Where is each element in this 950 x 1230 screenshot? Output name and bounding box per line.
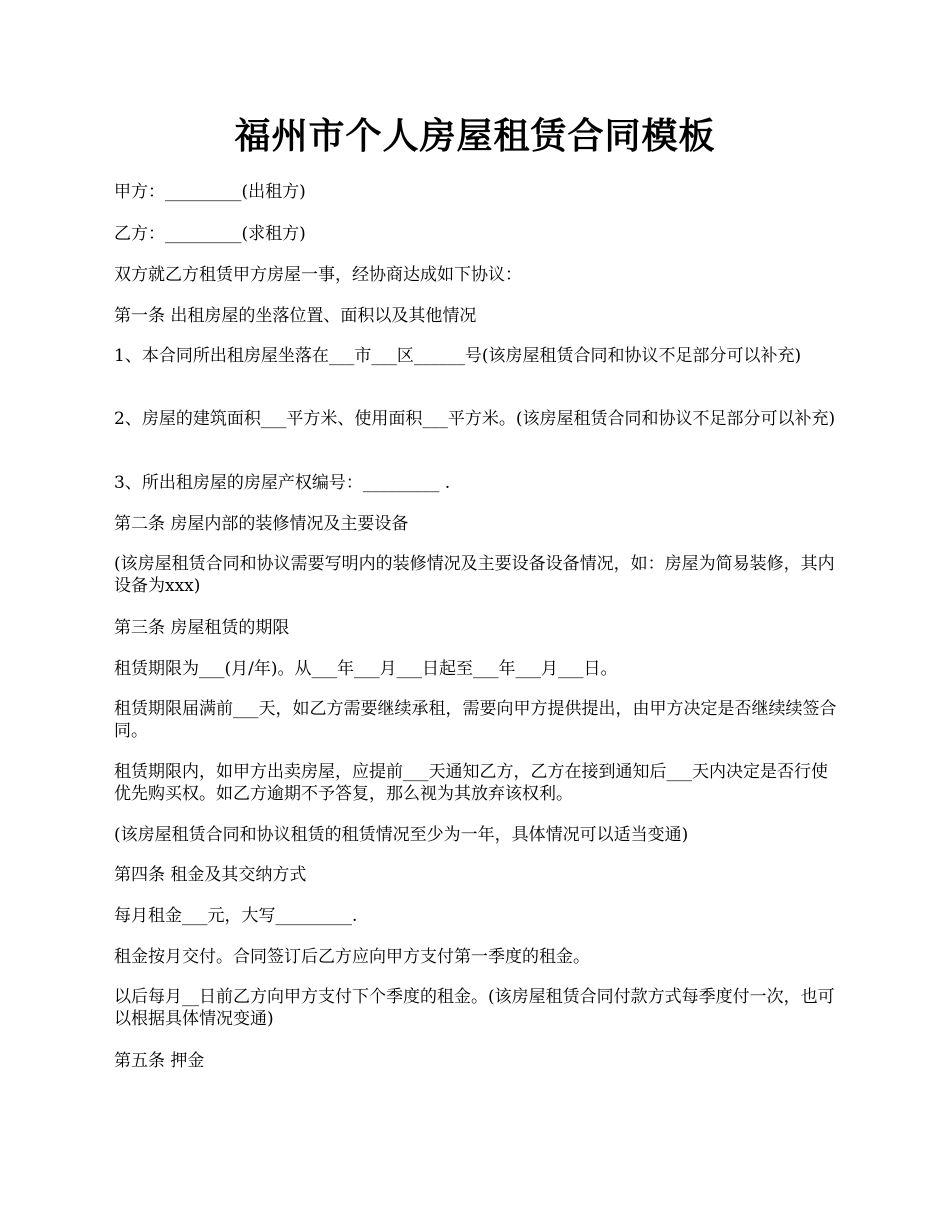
preemptive-right-paragraph: 租赁期限内，如甲方出卖房屋，应提前___天通知乙方，乙方在接到通知后___天内决定是否行使优先购买权。如乙方逾期不予答复，那么视为其放弃该权利。 [114,762,828,804]
subsequent-payment-paragraph: 以后每月__日前乙方向甲方支付下个季度的租金。(该房屋租赁合同付款方式每季度付一次，也可以根据具体情况变通) [114,987,835,1029]
monthly-rent-paragraph: 每月租金___元，大写_________. [114,906,358,926]
article-4-heading: 第四条 租金及其交纳方式 [114,865,307,885]
intro-paragraph: 双方就乙方租赁甲方房屋一事，经协商达成如下协议： [114,265,522,285]
article-2-heading: 第二条 房屋内部的装修情况及主要设备 [114,514,409,534]
article-2-note: (该房屋租赁合同和协议需要写明内的装修情况及主要设备设备情况，如：房屋为简易装修，其内设备为xxx) [114,554,835,596]
article-1-heading: 第一条 出租房屋的坐落位置、面积以及其他情况 [114,306,477,326]
lease-term-paragraph: 租赁期限为___(月/年)。从___年___月___日起至___年___月___日。 [114,659,618,679]
lease-renewal-paragraph: 租赁期限届满前___天，如乙方需要继续承租，需要向甲方提供提出，由甲方决定是否继续续签合同。 [114,699,837,741]
article-1-clause-2: 2、房屋的建筑面积___平方米、使用面积___平方米。(该房屋租赁合同和协议不足部分可以补充) [114,409,836,429]
article-3-heading: 第三条 房屋租赁的期限 [114,618,290,638]
document-title: 福州市个人房屋租赁合同模板 [234,115,716,157]
article-5-heading: 第五条 押金 [114,1051,205,1071]
rent-payment-paragraph: 租金按月交付。合同签订后乙方应向甲方支付第一季度的租金。 [114,947,590,967]
lease-term-note: (该房屋租赁合同和协议租赁的租赁情况至少为一年，具体情况可以适当变通) [114,825,689,845]
article-1-clause-1: 1、本合同所出租房屋坐落在___市___区______号(该房屋租赁合同和协议不足部分可以补充) [114,346,802,366]
party-b-line: 乙方：_________(求租方) [114,224,306,244]
party-a-line: 甲方：_________(出租方) [114,182,306,202]
article-1-clause-3: 3、所出租房屋的房屋产权编号：_________ . [114,473,451,493]
